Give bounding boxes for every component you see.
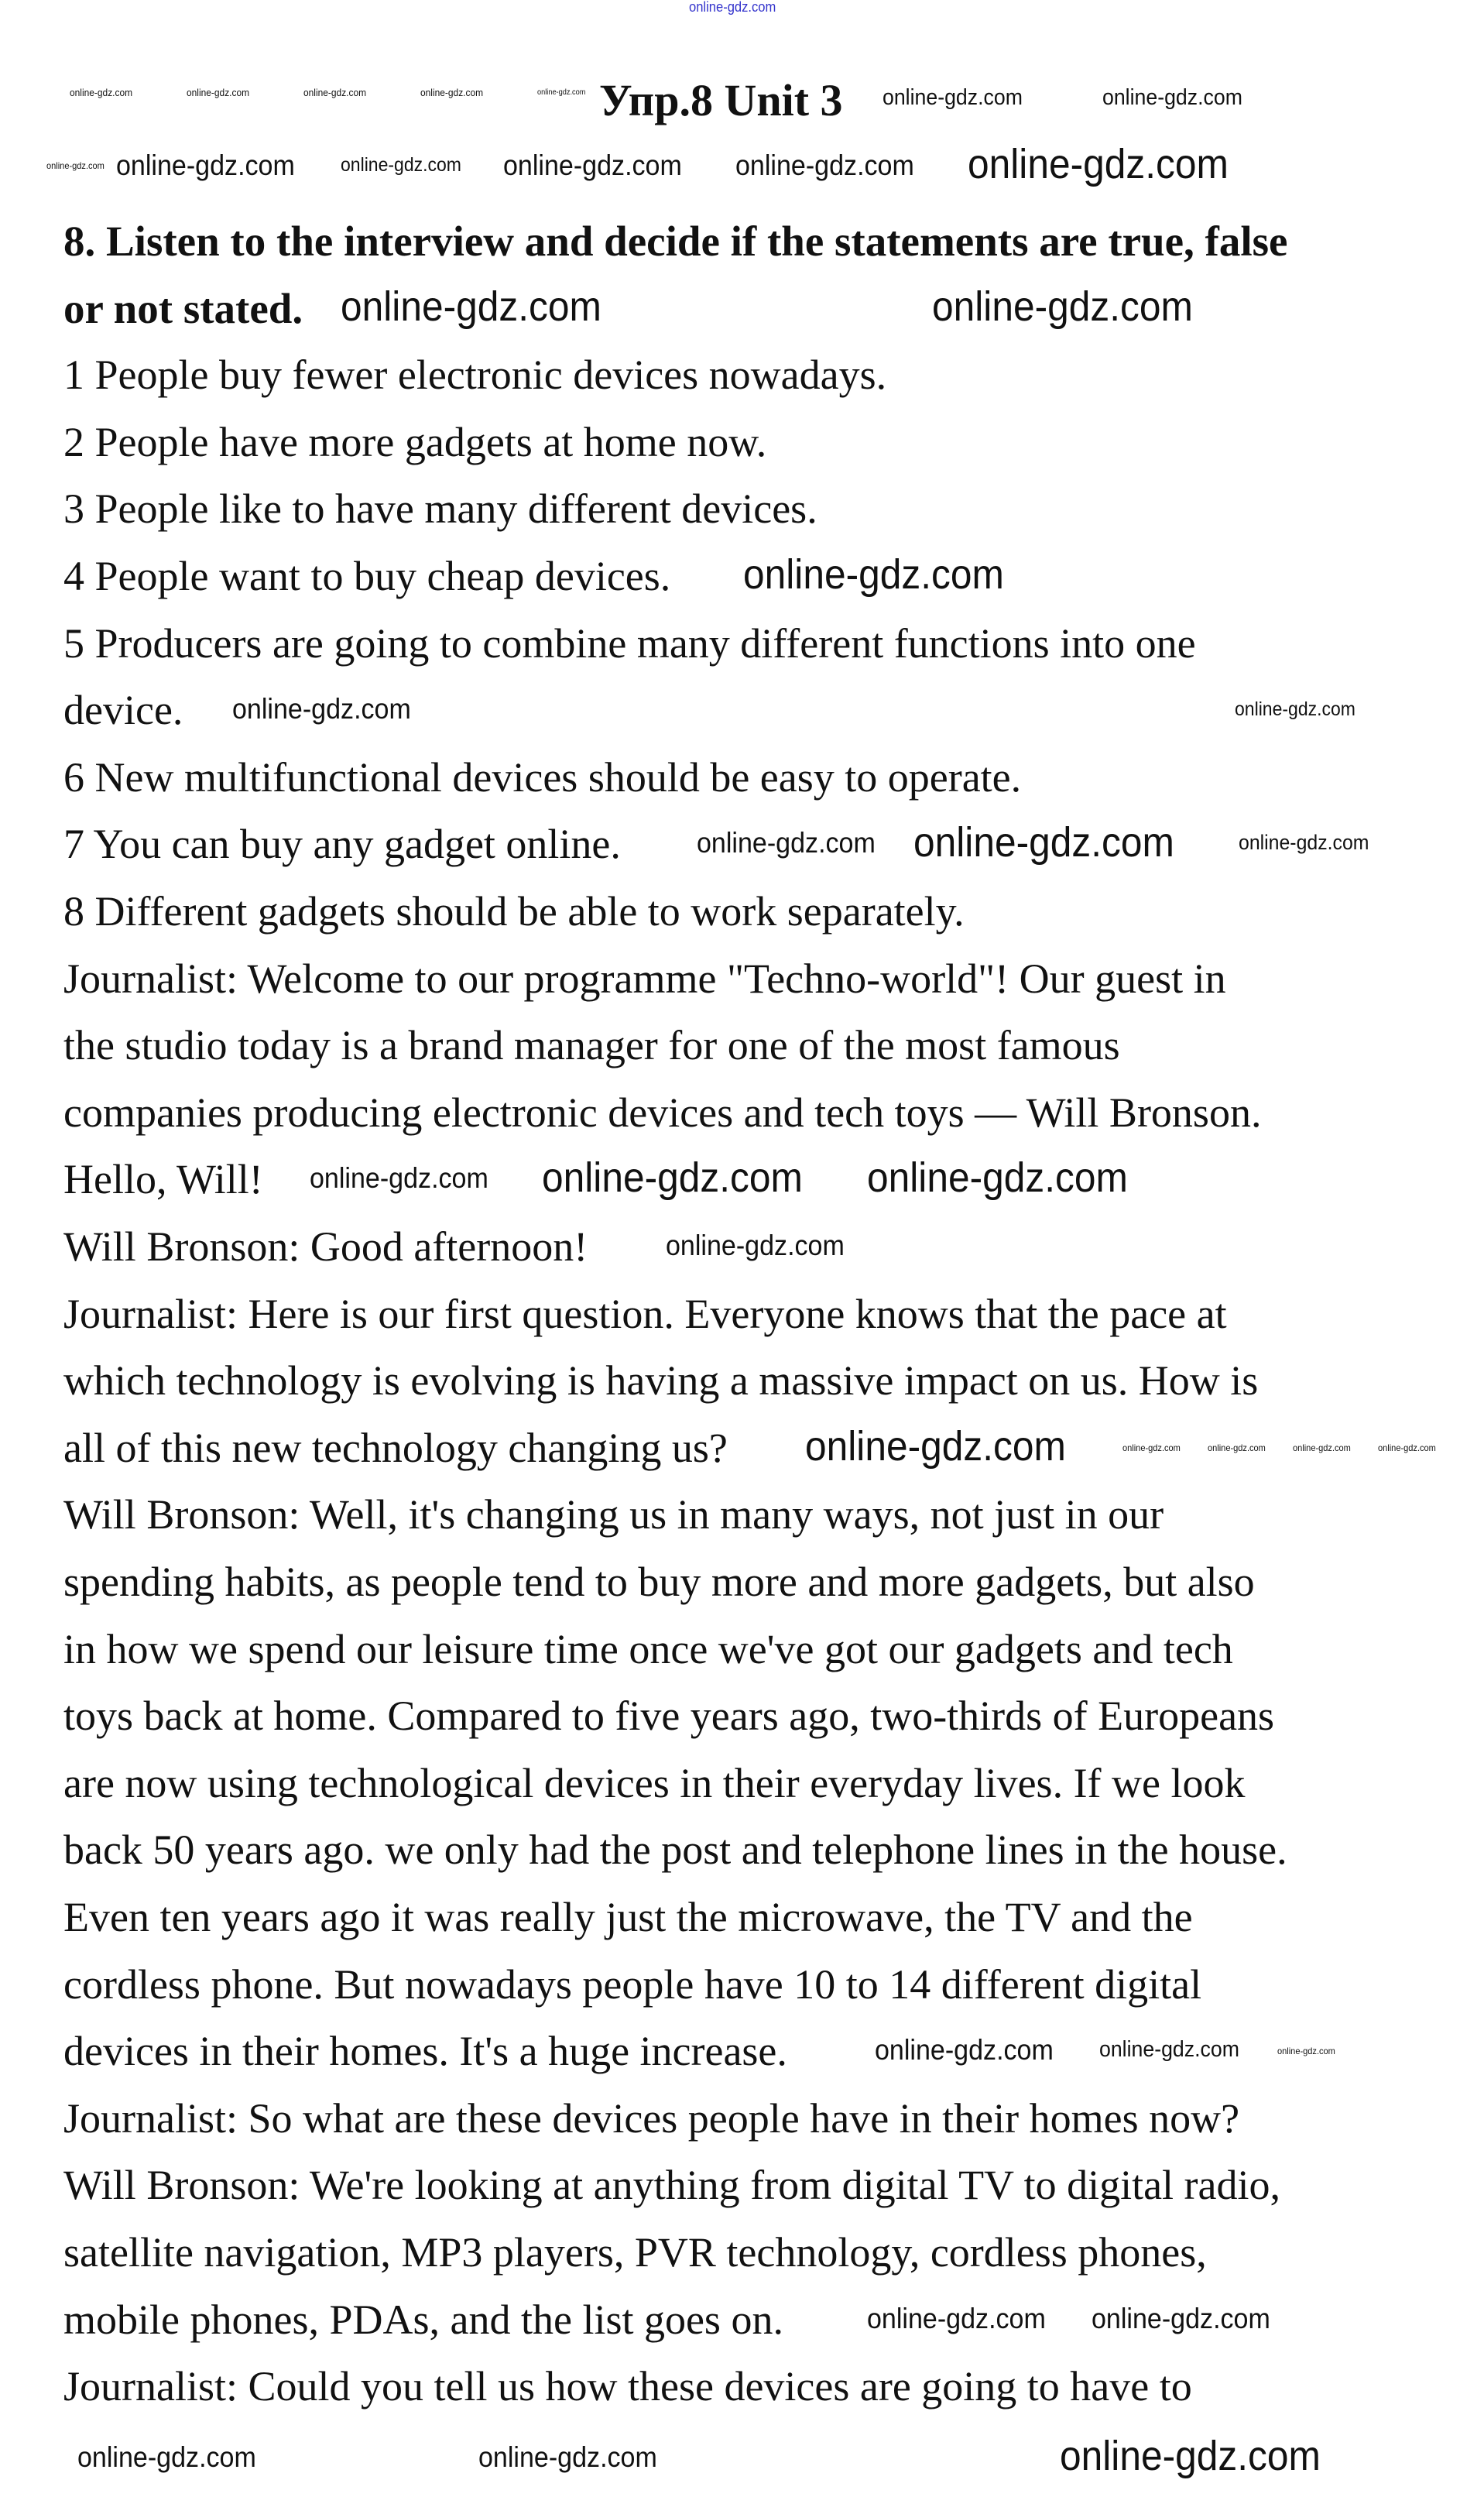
watermark: online-gdz.com (478, 2440, 657, 2473)
statement-line: 7 You can buy any gadget online. (63, 821, 621, 868)
watermark: online-gdz.com (70, 86, 133, 98)
transcript-line: Will Bronson: Well, it's changing us in many ways, not just in our (63, 1491, 1164, 1538)
transcript-line: which technology is evolving is having a massive impact on us. How is (63, 1357, 1259, 1405)
watermark: online-gdz.com (303, 86, 367, 98)
watermark: online-gdz.com (689, 0, 776, 15)
statement-line: 6 New multifunctional devices should be easy to operate. (63, 753, 1022, 801)
watermark: online-gdz.com (867, 2302, 1046, 2334)
watermark: online-gdz.com (743, 551, 1004, 598)
watermark: online-gdz.com (1239, 831, 1369, 855)
watermark: online-gdz.com (932, 283, 1193, 330)
transcript-line: the studio today is a brand manager for one of the most famous (63, 1022, 1120, 1069)
watermark: online-gdz.com (310, 1161, 488, 1194)
transcript-line: Journalist: Welcome to our programme "Techno-world"! Our guest in (63, 955, 1226, 1002)
watermark: online-gdz.com (1060, 2433, 1321, 2480)
transcript-line: all of this new technology changing us? (63, 1424, 728, 1471)
watermark: online-gdz.com (542, 1154, 803, 1201)
transcript-line: toys back at home. Compared to five years ago, two-thirds of Europeans (63, 1693, 1275, 1740)
statement-line: device. (63, 687, 183, 734)
watermark: online-gdz.com (341, 154, 461, 177)
transcript-line: companies producing electronic devices and tech toys — Will Bronson. (63, 1089, 1262, 1136)
transcript-line: Journalist: Here is our first question. Everyone knows that the pace at (63, 1290, 1227, 1337)
watermark: online-gdz.com (805, 1422, 1066, 1470)
watermark: online-gdz.com (1092, 2302, 1270, 2334)
watermark: online-gdz.com (875, 2033, 1054, 2066)
watermark: online-gdz.com (867, 1154, 1128, 1201)
transcript-line: Will Bronson: Good afternoon! (63, 1223, 588, 1270)
transcript-line: Journalist: Could you tell us how these devices are going to have to (63, 2363, 1192, 2410)
exercise-heading: 8. Listen to the interview and decide if the statements are true, false (63, 218, 1288, 265)
transcript-line: back 50 years ago. we only had the post and telephone lines in the house. (63, 1826, 1287, 1874)
watermark: online-gdz.com (666, 1229, 845, 1261)
transcript-line: Hello, Will! (63, 1156, 263, 1203)
statement-line: 3 People like to have many different devices. (63, 485, 817, 533)
transcript-line: in how we spend our leisure time once we've got our gadgets and tech (63, 1625, 1233, 1672)
watermark: online-gdz.com (968, 141, 1229, 188)
watermark: online-gdz.com (232, 692, 411, 725)
statement-line: 2 People have more gadgets at home now. (63, 418, 767, 465)
transcript-line: cordless phone. But nowadays people have 10 to 14 different digital (63, 1960, 1202, 2008)
transcript-line: 8 Different gadgets should be able to work separately. (63, 888, 965, 935)
transcript-line: mobile phones, PDAs, and the list goes on. (63, 2296, 783, 2343)
transcript-line: Even ten years ago it was really just the microwave, the TV and the (63, 1894, 1193, 1940)
watermark: online-gdz.com (1235, 698, 1355, 720)
transcript-line: Will Bronson: We're looking at anything from digital TV to digital radio, (63, 2162, 1281, 2209)
watermark: online-gdz.com (735, 149, 914, 181)
page-title: Упр.8 Unit 3 (599, 75, 843, 125)
watermark: online-gdz.com (1122, 1442, 1181, 1453)
watermark: online-gdz.com (1208, 1442, 1266, 1453)
watermark: online-gdz.com (1277, 2045, 1335, 2056)
watermark: online-gdz.com (1099, 2037, 1239, 2063)
exercise-heading: or not stated. (63, 284, 303, 332)
statement-line: 4 People want to buy cheap devices. (63, 553, 671, 599)
transcript-line: are now using technological devices in their everyday lives. If we look (63, 1759, 1246, 1806)
watermark: online-gdz.com (913, 818, 1174, 866)
watermark: online-gdz.com (883, 85, 1023, 111)
watermark: online-gdz.com (420, 86, 484, 98)
statement-line: 1 People buy fewer electronic devices nowadays. (63, 352, 887, 399)
statement-line: 5 Producers are going to combine many different functions into one (63, 619, 1196, 667)
watermark: online-gdz.com (1378, 1442, 1436, 1453)
watermark: online-gdz.com (1293, 1442, 1351, 1453)
watermark: online-gdz.com (697, 826, 876, 859)
transcript-line: Journalist: So what are these devices people have in their homes now? (63, 2094, 1240, 2142)
watermark: online-gdz.com (341, 283, 601, 330)
watermark: online-gdz.com (187, 86, 250, 98)
watermark: online-gdz.com (537, 87, 586, 97)
watermark: online-gdz.com (77, 2440, 256, 2473)
transcript-line: satellite navigation, MP3 players, PVR technology, cordless phones, (63, 2229, 1207, 2276)
watermark: online-gdz.com (46, 160, 105, 172)
transcript-line: devices in their homes. It's a huge increase. (63, 2028, 787, 2075)
transcript-line: spending habits, as people tend to buy more and more gadgets, but also (63, 1559, 1255, 1605)
watermark: online-gdz.com (1102, 85, 1242, 111)
watermark: online-gdz.com (503, 149, 682, 181)
watermark: online-gdz.com (116, 149, 295, 181)
